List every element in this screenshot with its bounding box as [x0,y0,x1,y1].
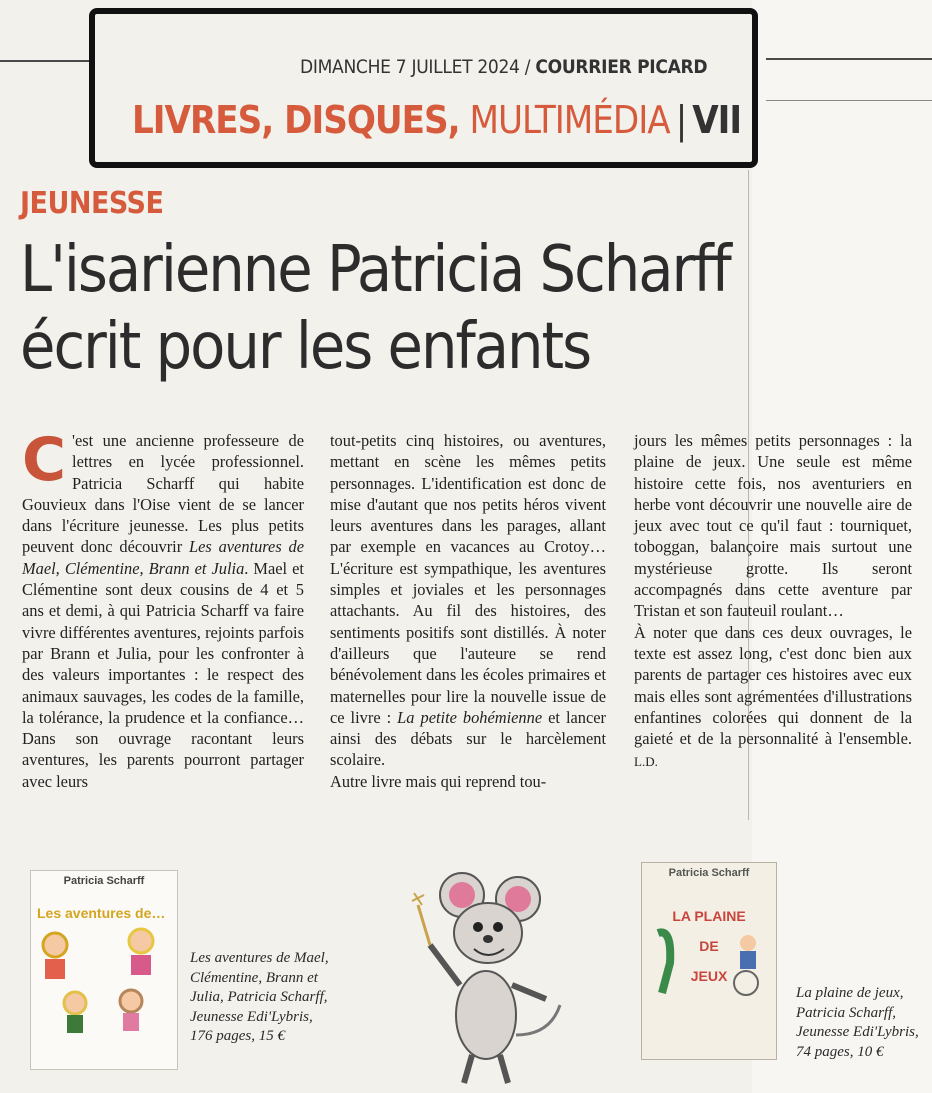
book-1-caption: Les aventures de Mael, Clémentine, Brann et Julia, Patricia Scharff, Jeunesse Edi'Lybris, 176 pages, 15 € [190,950,329,1044]
section-title [132,96,742,144]
book-cover-1 [30,870,178,1070]
column-3-text: À noter que dans ces deux ouvrages, le texte est assez long, c'est donc bien aux parents de partager ces histoires avec eux mais elles sont agrémentées d'illustrations enfantines colorées qui donnent de la gaieté et de la personnalité à l'ensemble. [634,622,912,749]
column-2-text-b: et lancer ainsi des débats sur le harcèlement scolaire. [330,707,606,770]
column-3-paragraph-1: jours les mêmes petits personnages : la plaine de jeux. Une seule est même histoire cette fois, nos aventuriers en herbe vont découvrir une nouvelle aire de jeux avec tout ce qu'il faut : tourniquet, toboggan, balançoire mais surtout une mystérieuse grotte. Ils seront accompagnés dans cette aventure par Tristan et son fauteuil roulant… [634,431,912,621]
header-rule-left [0,60,90,62]
book-title-italic-2: La petite bohémienne [397,707,543,727]
cover-1-author: Patricia Scharff [63,875,145,887]
cover-2-illustration [642,923,776,1003]
column-2-text-a: tout-petits cinq histoires, ou aventures, mettant en scène les mêmes petits personnages. L'identification est donc de mise d'autant que nos petits héros vivent leurs aventures dans les parages, allant par exemple en vacances au Crotoy… L'écriture est sympathique, les aventures simples et joviales et les personnages attachants. Au fil des histoires, des sentiments positifs sont distillés. À noter d'ailleurs que l'auteure se rend bénévolement dans les écoles primaires et maternelles pour lire la nouvelle issue de ce livre : [330,431,606,727]
article-kicker: JEUNESSE [20,186,164,221]
cover-2-title-line-1: LA PLAINE [672,908,746,924]
article-column-2 [330,430,606,792]
book-cover-2 [641,862,777,1060]
byline: L.D. [634,754,658,770]
headline-line-1: L'isarienne Patricia Scharff [20,233,730,307]
book-2-caption: La plaine de jeux, Patricia Scharff, Jeunesse Edi'Lybris, 74 pages, 10 € [796,985,919,1060]
cover-2-title-line-3: JEUX [690,968,728,984]
page-separator: | [675,98,687,142]
cover-2-author: Patricia Scharff [668,867,750,879]
header-highlight-box [89,8,758,168]
section-title-bold: LIVRES, DISQUES, [132,98,460,142]
column-1-paragraph [22,425,304,792]
article-column-1 [22,425,304,792]
column-1-text-a: 'est une ancienne professeure de lettres en lycée professionnel. Patricia Scharff qui habite Gouvieux dans l'Oise vient de se lancer dans l'écriture jeunesse. Les plus petits peuvent donc découvrir [22,431,304,557]
column-2-paragraph-2: Autre livre mais qui reprend tou- [330,771,547,791]
newspaper-name: COURRIER PICARD [535,56,708,78]
column-2-paragraph-1 [330,430,606,771]
cover-1-illustration [31,919,177,1079]
book-title-italic: Les aventures de Mael, Clémentine, Brann et Julia [22,537,304,578]
mouse-illustration [400,865,570,1090]
date-separator: / [519,56,536,78]
dateline [300,56,708,78]
header-rule-right-thin [766,100,932,101]
header-rule-right [766,58,932,60]
headline-line-2: écrit pour les enfants [20,310,591,384]
section-title-light: MULTIMÉDIA [469,98,670,142]
cover-1-title: Les aventures de… [37,905,166,921]
cover-2-title-line-2: DE [699,938,719,954]
article-column-3 [634,430,912,773]
column-1-text-b: . Mael et Clémentine sont deux cousins de 4 et 5 ans et demi, à qui Patricia Scharff va faire vivre différentes aventures, rejoints parfois par Brann et Julia, pour les confronter à des valeurs importantes : le respect des animaux sauvages, les codes de la famille, la tolérance, la prudence et la confiance… Dans son ouvrage racontant leurs aventures, les parents pourront partager avec leurs [22,558,304,791]
article-headline [20,232,740,386]
column-3-paragraph-2 [634,622,912,773]
drop-cap: C [22,425,67,495]
date: DIMANCHE 7 JUILLET 2024 [300,56,520,78]
page-number: VII [692,98,742,142]
